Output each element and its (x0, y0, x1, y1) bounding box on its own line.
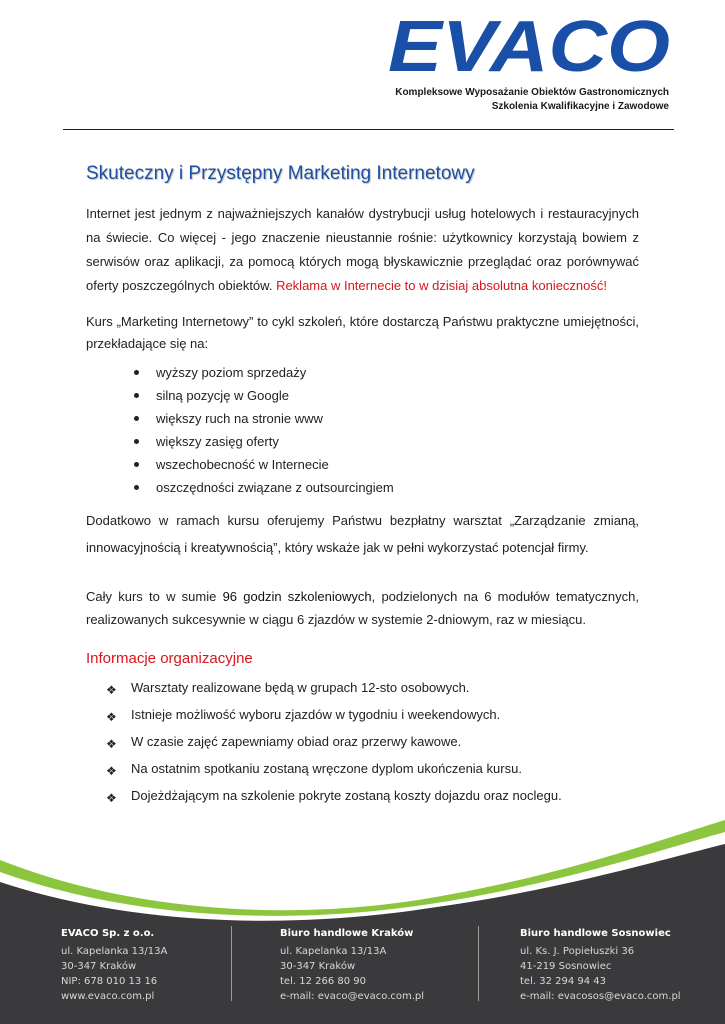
list-item: ❖ Dojeżdżającym na szkolenie pokryte zostaną koszty dojazdu oraz noclegu. (106, 785, 562, 812)
header-tagline (395, 86, 669, 113)
main-content (86, 202, 639, 631)
list-item: ❖ Warsztaty realizowane będą w grupach 12-sto osobowych. (106, 677, 562, 704)
bullet-icon (134, 393, 139, 398)
info-heading: Informacje organizacyjne (86, 650, 253, 667)
list-item: ❖ W czasie zajęć zapewniamy obiad oraz przerwy kawowe. (106, 731, 562, 758)
diamond-bullet-icon: ❖ (106, 683, 117, 697)
footer-website-link[interactable]: www.evaco.com.pl (61, 991, 155, 1002)
footer-divider (478, 926, 479, 1001)
list-item: ❖ Na ostatnim spotkaniu zostaną wręczone dyplom ukończenia kursu. (106, 758, 562, 785)
footer-office-sosnowiec: Biuro handlowe Sosnowiec ul. Ks. J. Popiełuszki 36 41-219 Sosnowiec tel. 32 294 94 43 e-mail: evacosos@evaco.com.pl (520, 928, 681, 1002)
list-item: silną pozycję w Google (86, 384, 639, 407)
bullet-icon (134, 485, 139, 490)
footer-company: EVACO Sp. z o.o. ul. Kapelanka 13/13A 30-347 Kraków NIP: 678 010 13 16 www.evaco.com.pl (61, 928, 168, 1002)
footer-divider (231, 926, 232, 1001)
bullet-icon (134, 462, 139, 467)
list-item: wszechobecność w Internecie (86, 453, 639, 476)
list-item: ❖ Istnieje możliwość wyboru zjazdów w tygodniu i weekendowych. (106, 704, 562, 731)
header-divider (63, 129, 674, 130)
tagline-line-2: Szkolenia Kwalifikacyjne i Zawodowe (491, 100, 669, 112)
footer (0, 920, 725, 1010)
footer-email-link[interactable]: e-mail: evacosos@evaco.com.pl (520, 991, 681, 1002)
diamond-bullet-icon: ❖ (106, 764, 117, 778)
list-item: większy zasięg oferty (86, 430, 639, 453)
logo-text: EVACO (388, 16, 670, 76)
course-intro-paragraph: Kurs „Marketing Internetowy” to cykl szkoleń, które dostarczą Państwu praktyczne umiejętności, przekładające się na: (86, 314, 639, 351)
bullet-icon (134, 439, 139, 444)
page-title: Skuteczny i Przystępny Marketing Internetowy (86, 163, 475, 184)
intro-text: Internet jest jednym z najważniejszych kanałów dystrybucji usług hotelowych i restauracyjnych na świecie. Co więcej - jego znaczenie nieustannie rośnie: użytkownicy korzystają bowiem z serwisów oraz aplikacji, za pomocą których mogą błyskawicznie przeglądać oraz porównywać oferty poszczególnych obiektów. (86, 206, 639, 293)
benefits-list (86, 361, 639, 499)
intro-paragraph (86, 202, 639, 298)
info-list (106, 677, 562, 812)
list-item: większy ruch na stronie www (86, 407, 639, 430)
hours-paragraph: Cały kurs to w sumie 96 godzin szkoleniowych, podzielonych na 6 modułów tematycznych, realizowanych sukcesywnie w ciągu 6 zjazdów w systemie 2-dniowym, raz w miesiącu. (86, 589, 640, 627)
bullet-icon (134, 416, 139, 421)
workshop-paragraph: Dodatkowo w ramach kursu oferujemy Państwu bezpłatny warsztat „Zarządzanie zmianą, innowacyjnością i kreatywnością”, który wskaże jak w pełni wykorzystać potencjał firmy. (86, 513, 639, 555)
hours-emphasis: 96 godzin szkoleniowych (222, 589, 372, 604)
intro-highlight: Reklama w Internecie to w dzisiaj absolutna konieczność! (276, 278, 608, 293)
bullet-icon (134, 370, 139, 375)
diamond-bullet-icon: ❖ (106, 737, 117, 751)
list-item: wyższy poziom sprzedaży (86, 361, 639, 384)
diamond-bullet-icon: ❖ (106, 791, 117, 805)
footer-email-link[interactable]: e-mail: evaco@evaco.com.pl (280, 991, 425, 1002)
evaco-logo (388, 16, 672, 76)
footer-office-krakow: Biuro handlowe Kraków ul. Kapelanka 13/13A 30-347 Kraków tel. 12 266 80 90 e-mail: evaco@evaco.com.pl (280, 928, 425, 1002)
tagline-line-1: Kompleksowe Wyposażanie Obiektów Gastronomicznych (395, 87, 669, 98)
list-item: oszczędności związane z outsourcingiem (86, 476, 639, 499)
diamond-bullet-icon: ❖ (106, 710, 117, 724)
